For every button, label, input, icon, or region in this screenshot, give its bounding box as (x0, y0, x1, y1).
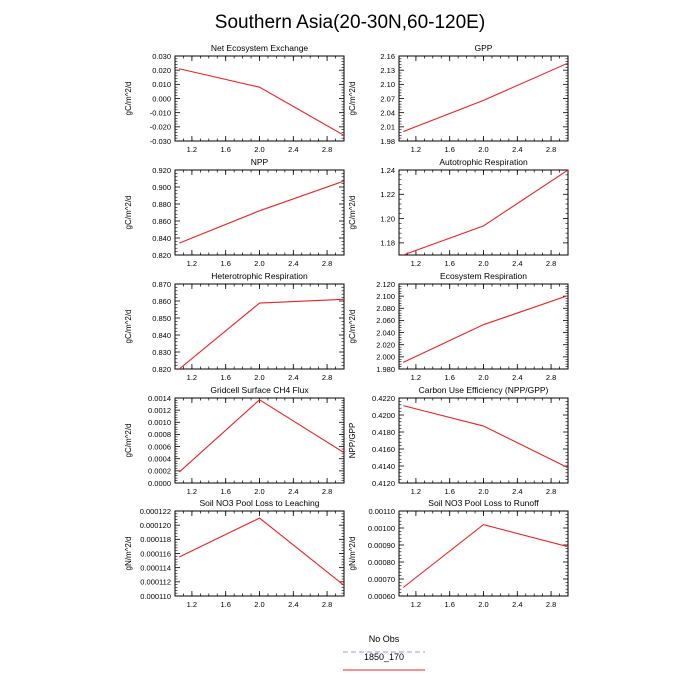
y-tick-label: 0.880 (152, 199, 171, 209)
series-line-1850-170 (403, 170, 568, 255)
y-tick-label: 0.860 (152, 296, 171, 306)
y-axis-label: gC/m^2/d (124, 81, 133, 116)
x-tick-label: 2.0 (254, 600, 265, 609)
plot-frame (399, 284, 568, 369)
y-axis-label: gC/m^2/d (124, 423, 133, 458)
plot-frame (399, 170, 568, 255)
x-tick-label: 2.4 (512, 145, 523, 154)
y-tick-label: 0.830 (152, 347, 171, 357)
y-axis-label: gC/m^2/d (124, 309, 133, 344)
y-tick-label: 2.120 (376, 279, 395, 289)
y-tick-label: 2.07 (380, 94, 395, 104)
y-tick-label: 0.000110 (140, 591, 171, 601)
y-tick-label: 0.000 (152, 94, 171, 104)
y-tick-label: 0.4120 (372, 478, 395, 488)
y-tick-label: 2.100 (376, 291, 395, 301)
y-tick-label: 2.060 (376, 316, 395, 326)
x-tick-label: 2.4 (288, 487, 299, 496)
x-tick-label: 1.6 (444, 600, 455, 609)
x-tick-label: 1.2 (186, 145, 198, 154)
y-tick-label: -0.020 (149, 122, 171, 132)
y-tick-label: 0.4140 (372, 461, 395, 471)
x-tick-label: 1.6 (444, 145, 455, 154)
series-line-1850-170 (403, 296, 568, 363)
chart-panel-5 (124, 271, 344, 382)
plot-frame (175, 511, 344, 596)
x-tick-label: 1.2 (410, 487, 422, 496)
x-tick-label: 2.0 (478, 145, 489, 154)
y-axis-label: NPP/GPP (348, 422, 357, 459)
plot-frame (399, 511, 568, 596)
y-tick-label: 2.13 (380, 65, 395, 75)
chart-panel-3 (124, 157, 344, 268)
x-tick-label: 2.0 (254, 487, 265, 496)
y-tick-label: 0.0012 (148, 405, 171, 415)
chart-title: NPP (250, 157, 269, 167)
x-tick-label: 2.0 (254, 145, 265, 154)
x-tick-label: 1.6 (220, 373, 231, 382)
y-tick-label: 0.00070 (367, 574, 395, 584)
legend (343, 634, 425, 670)
y-tick-label: 0.920 (152, 165, 171, 175)
chart-panel-1 (124, 43, 344, 154)
y-tick-label: 2.16 (380, 51, 395, 61)
y-tick-label: 0.000122 (139, 506, 171, 516)
series-line-1850-170 (403, 63, 568, 131)
x-tick-label: 1.2 (410, 259, 422, 268)
x-tick-label: 1.6 (220, 600, 231, 609)
x-tick-label: 1.6 (444, 373, 455, 382)
chart-panel-2 (348, 43, 568, 154)
y-tick-label: 2.04 (380, 108, 395, 118)
chart-panel-10 (348, 498, 568, 609)
chart-panel-9 (124, 498, 344, 609)
y-axis-label: gN/m^2/d (348, 536, 357, 571)
y-tick-label: 2.10 (380, 80, 395, 90)
x-tick-label: 2.0 (478, 259, 489, 268)
plot-frame (175, 56, 344, 141)
legend-label: No Obs (368, 634, 400, 644)
y-tick-label: 0.0014 (148, 393, 171, 403)
y-tick-label: 0.00100 (367, 523, 395, 533)
y-tick-label: 0.870 (152, 279, 171, 289)
x-tick-label: 2.4 (288, 145, 299, 154)
x-tick-label: 2.0 (478, 373, 489, 382)
y-tick-label: 0.0006 (148, 442, 171, 452)
x-tick-label: 2.8 (321, 600, 333, 609)
x-tick-label: 1.2 (410, 600, 422, 609)
y-tick-label: 1.22 (380, 190, 395, 200)
chart-panel-4 (348, 157, 568, 268)
x-tick-label: 2.8 (545, 487, 557, 496)
plot-frame (175, 284, 344, 369)
y-tick-label: 0.00110 (368, 506, 395, 516)
x-tick-label: 2.8 (321, 373, 333, 382)
legend-label: 1850_170 (363, 652, 405, 662)
x-tick-label: 1.6 (444, 259, 455, 268)
y-tick-label: 0.0004 (148, 454, 171, 464)
y-tick-label: 2.000 (376, 352, 395, 362)
chart-title: Ecosystem Respiration (440, 271, 527, 281)
y-tick-label: 0.000120 (139, 520, 171, 530)
y-tick-label: 1.20 (380, 214, 395, 224)
y-tick-label: 0.4160 (372, 444, 395, 454)
chart-title: GPP (474, 43, 493, 53)
x-tick-label: 2.0 (478, 487, 489, 496)
series-line-1850-170 (179, 181, 344, 243)
chart-panel-6 (348, 271, 568, 382)
plot-frame (175, 398, 344, 483)
x-tick-label: 1.2 (186, 373, 198, 382)
y-tick-label: 0.020 (152, 65, 171, 75)
x-tick-label: 2.0 (478, 600, 489, 609)
x-tick-label: 2.8 (545, 600, 557, 609)
x-tick-label: 1.6 (220, 259, 231, 268)
x-tick-label: 2.8 (545, 145, 557, 154)
x-tick-label: 1.2 (186, 259, 198, 268)
x-tick-label: 1.2 (410, 145, 422, 154)
x-tick-label: 2.4 (512, 487, 523, 496)
y-tick-label: 0.0000 (148, 478, 171, 488)
y-tick-label: 2.040 (376, 328, 395, 338)
y-tick-label: 0.00060 (367, 591, 395, 601)
chart-title: Soil NO3 Pool Loss to Runoff (428, 498, 539, 508)
y-tick-label: 0.4220 (372, 393, 395, 403)
x-tick-label: 2.4 (288, 600, 299, 609)
y-axis-label: gC/m^2/d (348, 81, 357, 116)
y-tick-label: 1.980 (376, 364, 395, 374)
chart-title: Gridcell Surface CH4 Flux (210, 385, 309, 395)
series-line-1850-170 (179, 69, 344, 136)
x-tick-label: 1.6 (220, 487, 231, 496)
y-tick-label: 0.000114 (140, 563, 171, 573)
x-tick-label: 1.2 (186, 600, 198, 609)
y-tick-label: 0.0008 (148, 430, 171, 440)
y-tick-label: 2.020 (376, 340, 395, 350)
chart-panel-7 (124, 385, 344, 496)
series-line-1850-170 (179, 299, 344, 369)
x-tick-label: 2.4 (512, 373, 523, 382)
y-tick-label: -0.030 (149, 136, 171, 146)
y-axis-label: gC/m^2/d (348, 309, 357, 344)
x-tick-label: 1.6 (220, 145, 231, 154)
chart-title: Autotrophic Respiration (439, 157, 528, 167)
y-tick-label: 0.0010 (148, 418, 171, 428)
y-tick-label: 2.080 (376, 304, 395, 314)
x-tick-label: 2.4 (288, 259, 299, 268)
y-tick-label: 0.4180 (372, 427, 395, 437)
x-tick-label: 2.8 (321, 259, 333, 268)
y-tick-label: 0.860 (152, 216, 171, 226)
x-tick-label: 2.4 (288, 373, 299, 382)
y-tick-label: 0.820 (152, 250, 171, 260)
y-tick-label: 0.030 (152, 51, 171, 61)
x-tick-label: 2.8 (545, 259, 557, 268)
x-tick-label: 2.8 (321, 145, 333, 154)
chart-title: Soil NO3 Pool Loss to Leaching (199, 498, 320, 508)
series-line-1850-170 (179, 400, 344, 472)
y-tick-label: -0.010 (149, 108, 171, 118)
y-tick-label: 0.000116 (140, 549, 171, 559)
panels-group (124, 43, 568, 609)
y-tick-label: 1.18 (380, 238, 395, 248)
x-tick-label: 2.0 (254, 373, 265, 382)
x-tick-label: 2.8 (545, 373, 557, 382)
y-tick-label: 0.000112 (140, 577, 171, 587)
y-axis-label: gC/m^2/d (124, 195, 133, 230)
y-axis-label: gN/m^2/d (124, 536, 133, 571)
x-tick-label: 2.0 (254, 259, 265, 268)
x-tick-label: 2.4 (512, 600, 523, 609)
figure-title: Southern Asia(20-30N,60-120E) (214, 12, 486, 33)
chart-panel-8 (348, 385, 568, 496)
y-tick-label: 1.24 (380, 165, 395, 175)
x-tick-label: 1.6 (444, 487, 455, 496)
chart-title: Carbon Use Efficiency (NPP/GPP) (418, 385, 549, 395)
series-line-1850-170 (179, 518, 344, 585)
y-axis-label: gC/m^2/d (348, 195, 357, 230)
series-line-1850-170 (403, 525, 568, 588)
x-tick-label: 2.8 (321, 487, 333, 496)
chart-title: Net Ecosystem Exchange (210, 43, 309, 53)
plot-frame (399, 56, 568, 141)
y-tick-label: 0.4200 (372, 410, 395, 420)
y-tick-label: 0.0002 (148, 466, 171, 476)
y-tick-label: 0.00090 (367, 540, 395, 550)
y-tick-label: 2.01 (380, 122, 395, 132)
y-tick-label: 0.850 (152, 313, 171, 323)
y-tick-label: 0.010 (152, 80, 171, 90)
y-tick-label: 1.98 (380, 136, 395, 146)
y-tick-label: 0.000118 (140, 535, 171, 545)
y-tick-label: 0.840 (152, 233, 171, 243)
x-tick-label: 2.4 (512, 259, 523, 268)
x-tick-label: 1.2 (410, 373, 422, 382)
chart-title: Heterotrophic Respiration (211, 271, 308, 281)
x-tick-label: 1.2 (186, 487, 198, 496)
y-tick-label: 0.900 (152, 182, 171, 192)
y-tick-label: 0.00080 (367, 557, 395, 567)
y-tick-label: 0.840 (152, 330, 171, 340)
series-line-1850-170 (403, 406, 568, 468)
y-tick-label: 0.820 (152, 364, 171, 374)
plot-frame (175, 170, 344, 255)
